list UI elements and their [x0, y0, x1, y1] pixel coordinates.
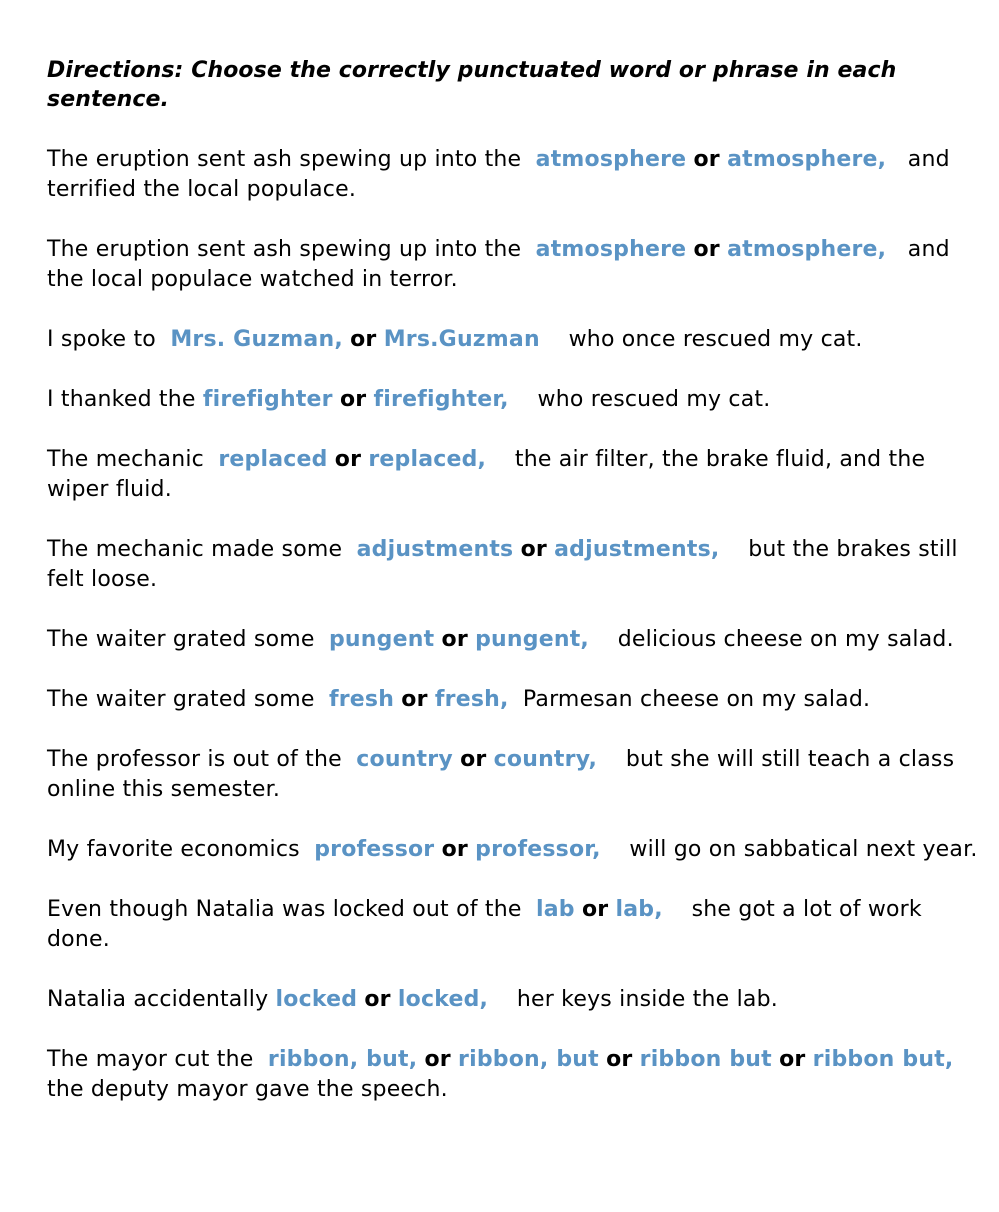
answer-option[interactable]: atmosphere, [727, 147, 887, 172]
answer-option[interactable]: lab, [615, 897, 663, 922]
answer-option[interactable]: ribbon but, [812, 1047, 954, 1072]
sentence-start: The professor is out of the [47, 747, 357, 772]
or-separator: or [401, 687, 428, 712]
sentence-start: I thanked the [47, 387, 203, 412]
or-separator: or [520, 537, 547, 562]
answer-option[interactable]: country [356, 747, 453, 772]
sentence-start: My favorite economics [47, 837, 315, 862]
directions-text: Directions: Choose the correctly punctuated word or phrase in each sentence. [47, 58, 897, 112]
question-sentence [47, 985, 983, 1015]
sentence-start: The mayor cut the [47, 1047, 268, 1072]
question-sentence [47, 235, 983, 295]
answer-option[interactable]: adjustments [356, 537, 514, 562]
question-sentence [47, 145, 983, 205]
question-sentence [47, 325, 983, 355]
sentence-start: The mechanic made some [47, 537, 357, 562]
question-sentence [47, 1045, 983, 1105]
or-separator: or [350, 327, 377, 352]
sentence-end: she got a lot of work done. [47, 897, 930, 952]
sentence-end: who rescued my cat. [508, 387, 771, 412]
answer-option[interactable]: replaced, [368, 447, 487, 472]
or-separator: or [693, 237, 720, 262]
sentence-end: and the local populace watched in terror. [47, 237, 957, 292]
or-separator: or [424, 1047, 451, 1072]
sentence-end: her keys inside the lab. [488, 987, 778, 1012]
answer-option[interactable]: atmosphere, [727, 237, 887, 262]
answer-option[interactable]: ribbon, but, [267, 1047, 418, 1072]
answer-option[interactable]: replaced [218, 447, 328, 472]
or-separator: or [441, 837, 468, 862]
or-separator: or [460, 747, 487, 772]
answer-option[interactable]: locked [275, 987, 358, 1012]
question-sentence [47, 625, 983, 655]
sentence-start: The eruption sent ash spewing up into the [47, 147, 536, 172]
sentence-start: Even though Natalia was locked out of the [47, 897, 536, 922]
sentence-start: The waiter grated some [47, 687, 329, 712]
question-sentence [47, 745, 983, 805]
answer-option[interactable]: atmosphere [535, 237, 687, 262]
or-separator: or [339, 387, 367, 412]
answer-option[interactable]: professor, [475, 837, 601, 862]
answer-option[interactable]: ribbon but [639, 1047, 772, 1072]
sentence-end: but she will still teach a class online this semester. [47, 747, 962, 802]
answer-option[interactable]: firefighter [202, 387, 333, 412]
answer-option[interactable]: firefighter, [373, 387, 509, 412]
answer-option[interactable]: country, [493, 747, 598, 772]
answer-option[interactable]: professor [314, 837, 435, 862]
sentence-end: Parmesan cheese on my salad. [508, 687, 871, 712]
answer-option[interactable]: atmosphere [535, 147, 687, 172]
answer-option[interactable]: locked, [397, 987, 489, 1012]
answer-option[interactable]: fresh [328, 687, 395, 712]
or-separator: or [693, 147, 720, 172]
answer-option[interactable]: Mrs.Guzman [383, 327, 540, 352]
sentence-start: Natalia accidentally [47, 987, 276, 1012]
question-sentence [47, 385, 983, 415]
question-sentence [47, 895, 983, 955]
sentence-end: the air filter, the brake fluid, and the wiper fluid. [47, 447, 933, 502]
question-sentence [47, 835, 983, 865]
question-sentence [47, 445, 983, 505]
answer-option[interactable]: Mrs. Guzman, [170, 327, 343, 352]
answer-option[interactable]: pungent, [475, 627, 589, 652]
or-separator: or [334, 447, 362, 472]
answer-option[interactable]: adjustments, [554, 537, 720, 562]
question-sentence [47, 685, 983, 715]
sentence-end: will go on sabbatical next year. [600, 837, 978, 862]
answer-option[interactable]: ribbon, but [458, 1047, 599, 1072]
question-sentence [47, 535, 983, 595]
answer-option[interactable]: lab [535, 897, 575, 922]
or-separator: or [441, 627, 468, 652]
sentence-end: and terrified the local populace. [47, 147, 957, 202]
sentence-end: delicious cheese on my salad. [588, 627, 954, 652]
or-separator: or [606, 1047, 633, 1072]
sentence-start: I spoke to [47, 327, 171, 352]
answer-option[interactable]: pungent [328, 627, 435, 652]
sentence-end: who once rescued my cat. [539, 327, 863, 352]
sentence-start: The waiter grated some [47, 627, 329, 652]
answer-option[interactable]: fresh, [434, 687, 509, 712]
sentence-start: The eruption sent ash spewing up into the [47, 237, 536, 262]
or-separator: or [779, 1047, 806, 1072]
sentence-end: but the brakes still felt loose. [47, 537, 965, 592]
or-separator: or [581, 897, 609, 922]
question-list [47, 145, 983, 1105]
or-separator: or [364, 987, 391, 1012]
sentence-start: The mechanic [47, 447, 219, 472]
sentence-end: the deputy mayor gave the speech. [47, 1047, 983, 1102]
